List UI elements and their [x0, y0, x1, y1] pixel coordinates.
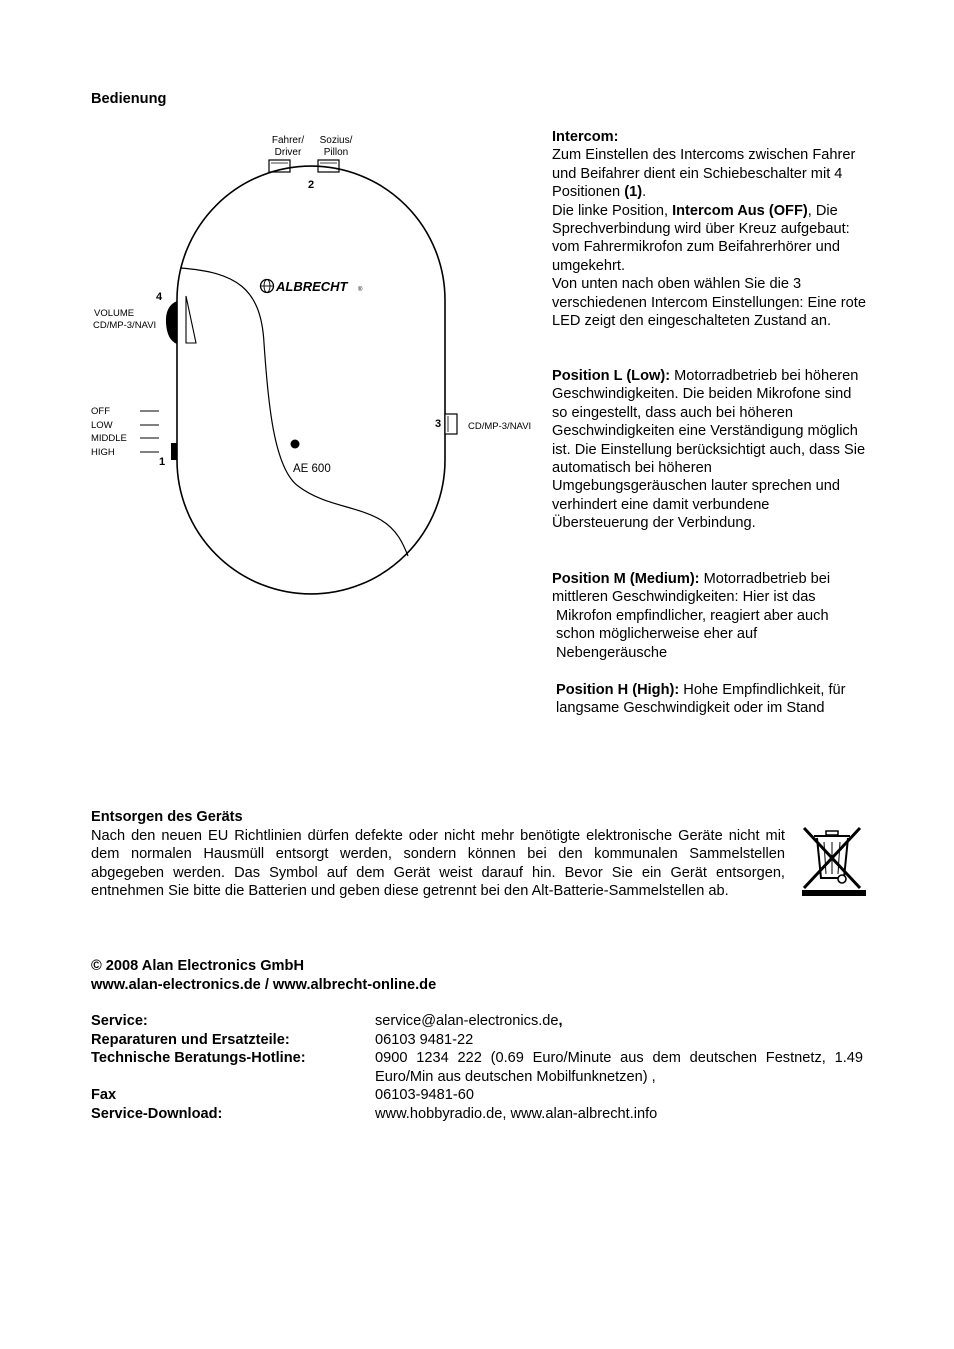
position-low-label: LOW: [91, 420, 113, 431]
intercom-paragraph-3: Von unten nach oben wählen Sie die 3 verschiedenen Intercom Einstellungen: Eine rote LED zeigt den eingeschalteten Zustand an.: [552, 276, 866, 330]
volume-label-1: VOLUME: [94, 308, 135, 319]
intercom-paragraph-1: Zum Einstellen des Intercoms zwischen Fahrer und Beifahrer dient ein Schiebeschalter mit 4 Positionen (1).: [552, 147, 856, 201]
driver-label-1: Fahrer/: [271, 135, 305, 146]
weee-bin-icon: [800, 822, 868, 898]
position-off-label: OFF: [91, 406, 110, 417]
section-title: Bedienung: [91, 91, 167, 107]
intercom-title: Intercom:: [552, 129, 619, 145]
audio-jack: [445, 414, 457, 434]
driver-label-2: Driver: [274, 147, 302, 158]
number-1: 1: [159, 456, 166, 468]
number-3: 3: [435, 418, 442, 430]
number-2: 2: [308, 179, 315, 191]
position-middle-label: MIDDLE: [91, 433, 127, 444]
disposal-title: Entsorgen des Geräts: [91, 809, 243, 825]
intercom-switch: [171, 443, 177, 460]
volume-label-2: CD/MP-3/NAVI: [93, 320, 157, 331]
volume-indicator: [186, 296, 196, 343]
volume-wheel: [166, 301, 177, 344]
company-info: [91, 957, 436, 995]
device-diagram: [86, 128, 541, 608]
device-body: [177, 166, 445, 594]
intercom-description: [552, 128, 868, 330]
position-medium-description: Position M (Medium): Motorradbetrieb bei mittleren Geschwindigkeiten: Hier ist das Mikrofon empfindlicher, reagiert aber auch schon möglicherweise eher auf Nebengeräusche: [552, 571, 831, 661]
albrecht-logo: [261, 279, 364, 294]
copyright-line: © 2008 Alan Electronics GmbH: [91, 958, 304, 974]
websites-line: www.alan-electronics.de / www.albrecht-online.de: [91, 977, 437, 993]
jack-label: CD/MP-3/NAVI: [468, 421, 532, 432]
body-seam: [180, 268, 408, 556]
position-low-description: Position L (Low): Motorradbetrieb bei höheren Geschwindigkeiten. Die beiden Mikrofone sind so eingestellt, dass auch bei höheren Geschwindigkeiten eine Verständigung möglich ist. Die Einstellung berücksichtigt auch, dass Sie automatisch bei höheren Umgebungsgeräuschen lauter sprechen und verhindert eine damit verbundene Übersteuerung der Verbindung.: [552, 368, 866, 532]
pillion-label-1: Sozius/: [319, 135, 353, 146]
pillion-label-2: Pillon: [323, 147, 349, 158]
number-4: 4: [156, 291, 163, 303]
position-high-label: HIGH: [91, 447, 115, 458]
model-name: AE 600: [293, 463, 331, 475]
intercom-paragraph-2: Die linke Position, Intercom Aus (OFF), Die Sprechverbindung wird über Kreuz aufgebaut: vom Fahrermikrofon zum Beifahrerhörer und umgekehrt.: [552, 202, 850, 274]
position-high-description: Position H (High): Hohe Empfindlichkeit, für langsame Geschwindigkeit oder im Stand: [556, 682, 846, 717]
brand-name: ALBRECHT: [276, 279, 348, 294]
svg-text:®: ®: [358, 287, 363, 293]
led-indicator: [291, 440, 300, 449]
disposal-text: Nach den neuen EU Richtlinien dürfen defekte oder nicht mehr benötigte elektronische Geräte nicht mit dem normalen Hausmüll entsorgt werden, sondern können bei den kommunalen Sammelstellen abgegeben werden. Das Symbol auf dem Gerät weist darauf hin. Bevor Sie ein Gerät entsorgen, entnehmen Sie bitte die Batterien und geben diese getrennt bei den Alt-Batterie-Sammelstellen ab.: [91, 828, 785, 900]
